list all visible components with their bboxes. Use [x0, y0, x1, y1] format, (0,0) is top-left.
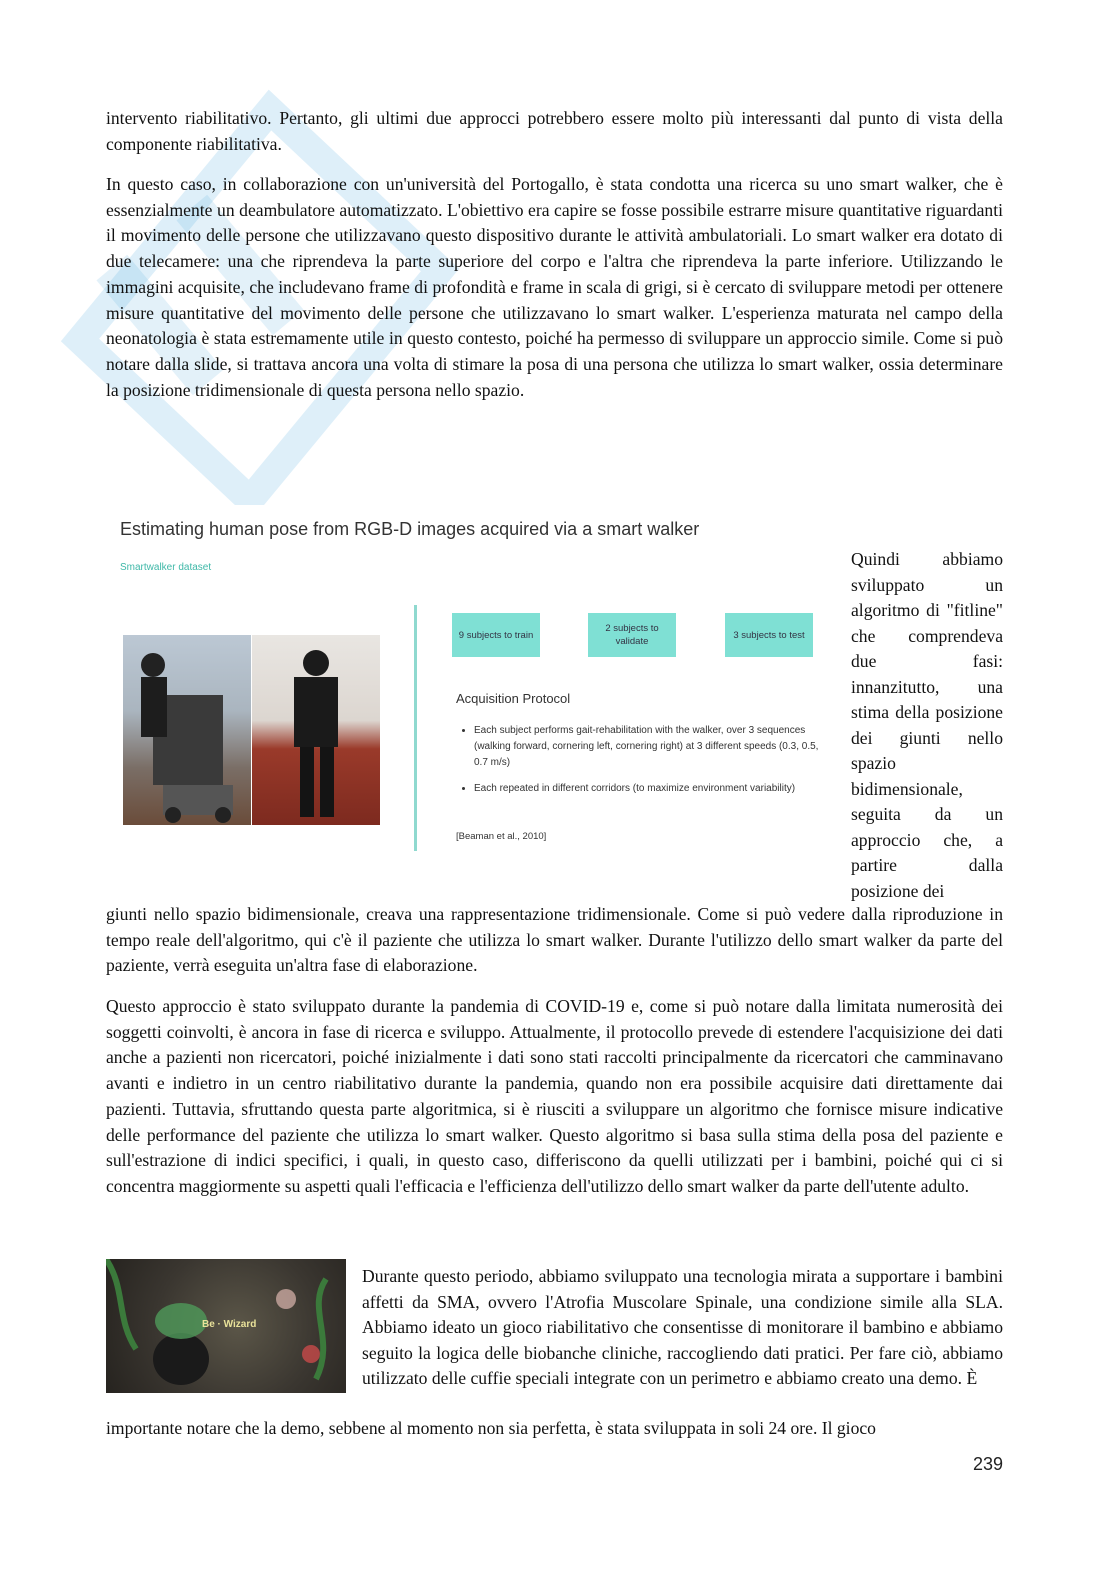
slide-title: Estimating human pose from RGB-D images acquired via a smart walker — [120, 519, 700, 539]
slide-subtitle: Smartwalker dataset — [120, 562, 212, 573]
paragraph-smart-walker: In questo caso, in collaborazione con un'università del Portogallo, è stata condotta una ricerca su uno smart walker, che è essenzialmente un deambulatore automatizzato. L'obiettivo era capire se fosse possibile estrarre misure quantitative riguardanti il movimento delle persone che utilizzavano questo dispositivo durante le attività ambulatoriali. Lo smart walker era dotato di due telecamere: una che riprendeva la parte superiore del corpo e l'altra che riprendeva la parte inferiore. Utilizzando le immagini acquisite, che includevano frame di profondità e frame in scala di grigi, si è cercato di sviluppare metodi per ottenere misure quantitative del movimento delle persone che utilizzavano lo smart walker. L'esperienza maturata nel campo della neonatologia è stata estremamente utile in questo contesto, poiché ha permesso di sviluppare un approccio simile. Come si può notare dalla slide, si trattava ancora una volta di stimare la posa di una persona che utilizza lo smart walker, ossia determinare la posizione tridimensionale di questa persona nello spazio. — [106, 174, 1003, 400]
bullet-item: • Each repeated in different corridors (to maximize environment variability) — [474, 781, 819, 797]
game-logo-text: Be · Wizard — [202, 1319, 257, 1330]
paragraph-sma: Durante questo periodo, abbiamo sviluppato una tecnologia mirata a supportare i bambini affetti da SMA, ovvero l'Atrofia Muscolare Spinale, una condizione simile alla SLA. Abbiamo ideato un gioco riabilitativo che consentisse di monitorare il bambino e abbiamo seguito la logica delle biobanche cliniche, raccogliendo dati pratici. Per fare ciò, abbiamo utilizzato delle cuffie speciali integrate con un perimetro e abbiamo creato una demo. È — [362, 1266, 1003, 1388]
page-number: 239 — [972, 1454, 1003, 1474]
slide-divider — [414, 605, 417, 851]
tag-validate: 2 subjects to validate — [588, 613, 676, 657]
walking-person-photo — [252, 635, 380, 825]
citation: [Beaman et al., 2010] — [456, 831, 547, 842]
protocol-bullets — [456, 723, 819, 807]
paragraph-side-column: Quindi abbiamo sviluppato un algoritmo di "fitline" che comprendeva due fasi: innanzitutto, una stima della posizione dei giunti nello spazio bidimensionale, seguita da un approccio che, a partire dalla posizione dei — [851, 549, 1003, 901]
slide-figure — [106, 505, 831, 875]
bullet-item: • Each subject performs gait-rehabilitation with the walker, over 3 sequences (walking forward, cornering left, cornering right) at 3 different speeds (0.3, 0.5, 0.7 m/s) — [474, 723, 819, 771]
paragraph-intro: intervento riabilitativo. Pertanto, gli ultimi due approcci potrebbero essere molto più interessanti dal punto di vista della componente riabilitativa. — [106, 108, 1003, 154]
paragraph-covid: Questo approccio è stato sviluppato durante la pandemia di COVID-19 e, come si può notare dalla limitata numerosità dei soggetti coinvolti, è ancora in fase di ricerca e sviluppo. Attualmente, il protocollo prevede di estendere l'acquisizione dei dati anche a pazienti non ricercatori, poiché inizialmente i dati sono stati raccolti principalmente da ricercatori che camminavano avanti e indietro in un centro riabilitativo durante la pandemia, quando non era possibile acquisire dati direttamente dai pazienti. Tuttavia, sfruttando questa parte algoritmica, si è riusciti a sviluppare un algoritmo che fornisce misure indicative delle performance del paziente che utilizza lo smart walker. Questo algoritmo si basa sulla stima della posa del paziente e sull'estrazione di indici specifici, i quali, in questo caso, differiscono da quelli utilizzati per i bambini, poiché qui ci si concentra maggiormente su aspetti quali l'efficacia e l'efficienza dell'utilizzo dello smart walker da parte dell'utente adulto. — [106, 996, 1003, 1196]
paragraph-2d-to-3d: giunti nello spazio bidimensionale, creava una rappresentazione tridimensionale. Come si può vedere dalla riproduzione in tempo reale dell'algoritmo, qui c'è il paziente che utilizza lo smart walker. Durante l'utilizzo dello smart walker da parte del paziente, verrà eseguita un'altra fase di elaborazione. — [106, 904, 1003, 976]
acquisition-protocol-title: Acquisition Protocol — [456, 691, 571, 706]
walker-photo — [123, 635, 251, 825]
tag-train: 9 subjects to train — [452, 613, 540, 657]
tag-test: 3 subjects to test — [725, 613, 813, 657]
game-screenshot — [106, 1259, 346, 1393]
paragraph-demo: importante notare che la demo, sebbene al momento non sia perfetta, è stata sviluppata in soli 24 ore. Il gioco — [106, 1418, 876, 1438]
